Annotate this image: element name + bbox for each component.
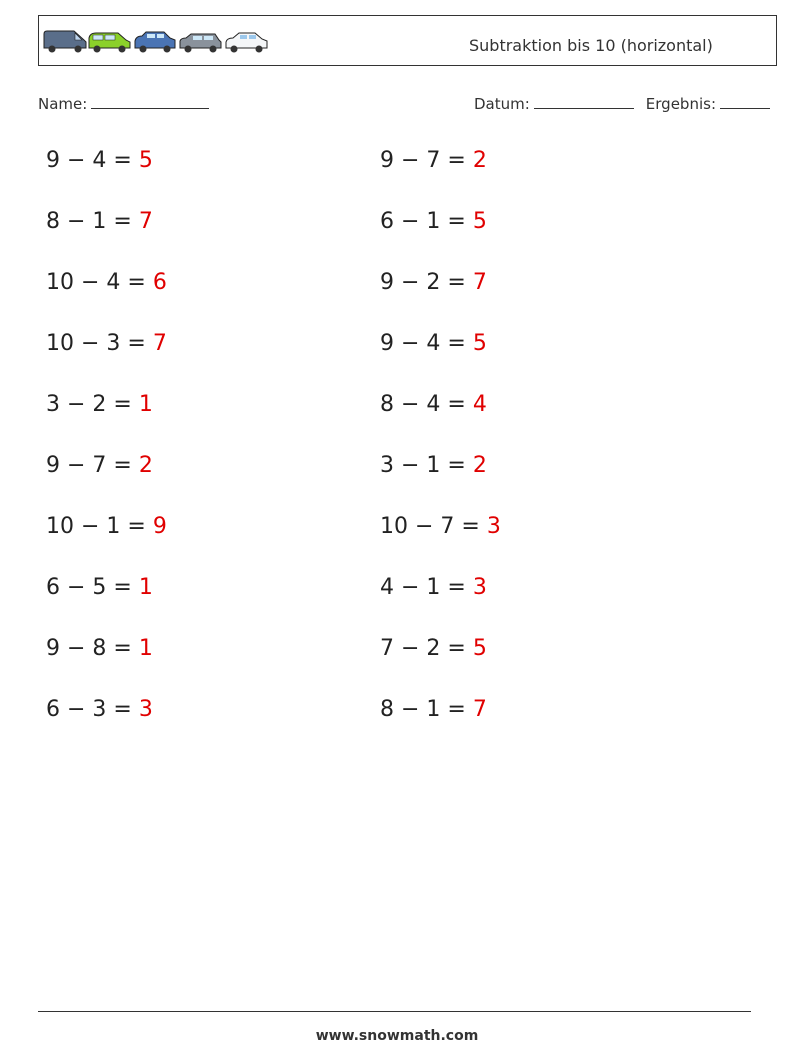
date-blank [534, 94, 634, 109]
problem-answer: 7 [472, 697, 487, 722]
problem-answer: 2 [472, 148, 487, 173]
problem-answer: 5 [472, 331, 487, 356]
car-icon [226, 33, 267, 53]
problem-expression: 6 − 1 = [380, 209, 473, 234]
problem-answer: 1 [138, 575, 153, 600]
problem-right-2 [380, 209, 487, 234]
problem-answer: 4 [472, 392, 487, 417]
problem-expression: 4 − 1 = [380, 575, 473, 600]
problem-answer: 3 [486, 514, 501, 539]
problem-right-8 [380, 575, 487, 600]
worksheet-title: Subtraktion bis 10 (horizontal) [469, 36, 713, 55]
problem-left-10 [46, 697, 153, 722]
footer-divider [38, 1011, 751, 1012]
problem-answer: 7 [138, 209, 153, 234]
problem-expression: 9 − 4 = [380, 331, 473, 356]
problem-left-6 [46, 453, 153, 478]
name-label: Name: [38, 95, 88, 113]
problem-expression: 9 − 8 = [46, 636, 139, 661]
van-icon [44, 31, 86, 53]
name-blank [91, 94, 209, 109]
problem-answer: 9 [152, 514, 167, 539]
problem-left-7 [46, 514, 167, 539]
date-result-fields [474, 94, 770, 113]
problem-right-4 [380, 331, 487, 356]
result-label: Ergebnis: [645, 95, 716, 113]
problem-right-1 [380, 148, 487, 173]
problem-expression: 10 − 4 = [46, 270, 153, 295]
wagon-icon [180, 34, 221, 53]
problem-expression: 7 − 2 = [380, 636, 473, 661]
problem-right-9 [380, 636, 487, 661]
problem-answer: 2 [138, 453, 153, 478]
problem-answer: 2 [472, 453, 487, 478]
problem-answer: 1 [138, 636, 153, 661]
problem-right-6 [380, 453, 487, 478]
problem-left-3 [46, 270, 167, 295]
name-field [38, 94, 209, 113]
problem-right-10 [380, 697, 487, 722]
problem-left-1 [46, 148, 153, 173]
problem-answer: 5 [138, 148, 153, 173]
problem-expression: 3 − 1 = [380, 453, 473, 478]
problem-left-5 [46, 392, 153, 417]
problem-expression: 9 − 2 = [380, 270, 473, 295]
problem-expression: 9 − 7 = [380, 148, 473, 173]
problem-answer: 3 [138, 697, 153, 722]
minivan-icon [89, 33, 130, 53]
problem-answer: 5 [472, 209, 487, 234]
problem-right-7 [380, 514, 501, 539]
problem-left-2 [46, 209, 153, 234]
problem-answer: 5 [472, 636, 487, 661]
problem-expression: 9 − 4 = [46, 148, 139, 173]
footer-url: www.snowmath.com [315, 1028, 479, 1044]
worksheet-header [38, 15, 777, 66]
problem-answer: 1 [138, 392, 153, 417]
problem-expression: 3 − 2 = [46, 392, 139, 417]
suv-icon [135, 32, 175, 53]
problem-left-8 [46, 575, 153, 600]
problem-right-5 [380, 392, 487, 417]
problem-expression: 10 − 1 = [46, 514, 153, 539]
problem-answer: 6 [152, 270, 167, 295]
problem-expression: 10 − 3 = [46, 331, 153, 356]
problem-expression: 6 − 5 = [46, 575, 139, 600]
cars-icon [42, 28, 272, 54]
date-label: Datum: [474, 95, 530, 113]
problem-right-3 [380, 270, 487, 295]
problem-expression: 9 − 7 = [46, 453, 139, 478]
problem-left-9 [46, 636, 153, 661]
result-blank [720, 94, 770, 109]
problem-expression: 10 − 7 = [380, 514, 487, 539]
problem-left-4 [46, 331, 167, 356]
problem-answer: 7 [152, 331, 167, 356]
problem-expression: 8 − 1 = [380, 697, 473, 722]
problem-expression: 8 − 1 = [46, 209, 139, 234]
problem-expression: 8 − 4 = [380, 392, 473, 417]
problem-answer: 7 [472, 270, 487, 295]
problem-expression: 6 − 3 = [46, 697, 139, 722]
problem-answer: 3 [472, 575, 487, 600]
